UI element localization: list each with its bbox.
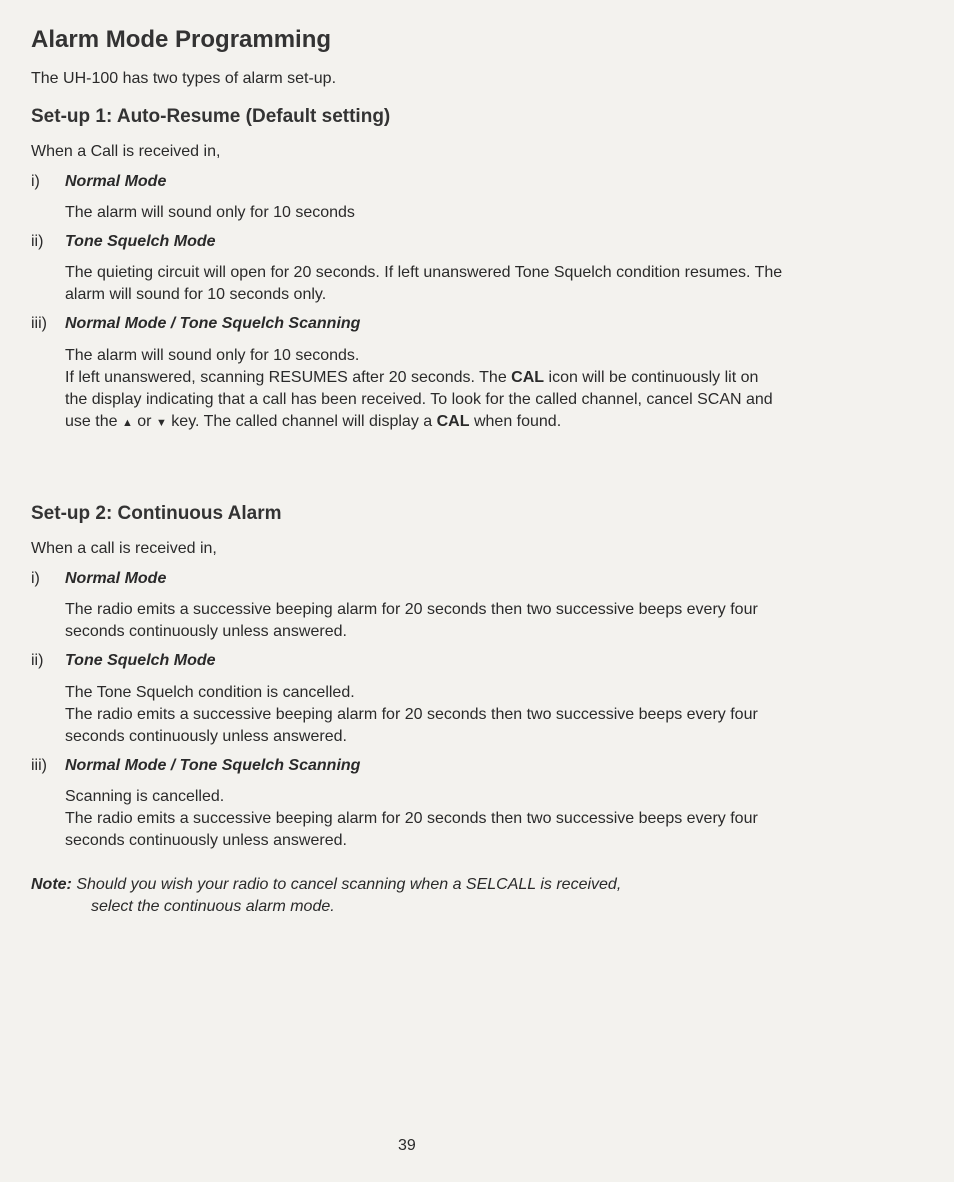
intro-text: The UH-100 has two types of alarm set-up. xyxy=(31,70,337,87)
body-line: The radio emits a successive beeping alarm for 20 seconds then two successive beeps every four seconds continuously unless answered. xyxy=(65,706,758,745)
cal-icon-label: CAL xyxy=(436,413,470,430)
cal-icon-label: CAL xyxy=(511,369,545,386)
note-line: select the continuous alarm mode. xyxy=(91,898,335,915)
setup1-item2-head xyxy=(31,233,216,251)
item-number: iii) xyxy=(31,315,47,332)
setup2-lead: When a call is received in, xyxy=(31,540,217,557)
text-run: If left unanswered, scanning RESUMES after 20 seconds. The xyxy=(65,369,512,386)
item-number: ii) xyxy=(31,233,44,250)
page-number: 39 xyxy=(398,1137,416,1154)
setup2-item3-head xyxy=(31,757,360,775)
item-title: Normal Mode xyxy=(65,570,167,587)
setup2-item1-head xyxy=(31,570,166,588)
item-number: iii) xyxy=(31,757,47,774)
setup1-item1-body xyxy=(65,202,785,224)
note-line: Should you wish your radio to cancel scanning when a SELCALL is received, xyxy=(76,876,622,893)
body-line: The Tone Squelch condition is cancelled. xyxy=(65,684,355,701)
setup1-item3-head xyxy=(31,315,360,333)
setup1-item1-head xyxy=(31,173,166,191)
down-arrow-icon: ▼ xyxy=(155,417,167,429)
setup2-item2-body xyxy=(65,682,785,748)
setup2-item1-body xyxy=(65,599,785,643)
item-title: Normal Mode xyxy=(65,173,167,190)
item-title: Normal Mode / Tone Squelch Scanning xyxy=(65,757,361,774)
item-title: Tone Squelch Mode xyxy=(65,652,216,669)
body-line: The quieting circuit will open for 20 seconds. If left unanswered Tone Squelch condition resumes. The alarm will sound for 10 seconds only. xyxy=(65,264,783,303)
text-run: when found. xyxy=(469,413,562,430)
body-line: The alarm will sound only for 10 seconds. xyxy=(65,347,360,364)
setup1-item3-body xyxy=(65,345,785,434)
item-title: Tone Squelch Mode xyxy=(65,233,216,250)
item-number: i) xyxy=(31,570,40,587)
setup2-item2-head xyxy=(31,652,216,670)
body-line: The radio emits a successive beeping alarm for 20 seconds then two successive beeps every four seconds continuously unless answered. xyxy=(65,810,758,849)
note-label: Note: xyxy=(31,876,72,893)
body-line: The radio emits a successive beeping alarm for 20 seconds then two successive beeps every four seconds continuously unless answered. xyxy=(65,601,758,640)
body-line: Scanning is cancelled. xyxy=(65,788,225,805)
setup1-item2-body xyxy=(65,262,785,306)
text-run: or xyxy=(132,413,156,430)
up-arrow-icon: ▲ xyxy=(121,417,133,429)
item-number: i) xyxy=(31,173,40,190)
setup1-lead: When a Call is received in, xyxy=(31,143,221,160)
text-run: key. The called channel will display a xyxy=(166,413,437,430)
body-paragraph xyxy=(65,367,785,434)
note xyxy=(31,874,791,918)
text-run: icon will be continuously lit on the display indicating that a call has been received. To look for the called channel, cancel SCAN and use the xyxy=(65,369,773,430)
setup1-heading: Set-up 1: Auto-Resume (Default setting) xyxy=(31,106,391,127)
page-title: Alarm Mode Programming xyxy=(31,26,332,53)
body-line: The alarm will sound only for 10 seconds xyxy=(65,204,355,221)
setup2-item3-body xyxy=(65,786,785,852)
item-title: Normal Mode / Tone Squelch Scanning xyxy=(65,315,361,332)
setup2-heading: Set-up 2: Continuous Alarm xyxy=(31,503,282,524)
item-number: ii) xyxy=(31,652,44,669)
